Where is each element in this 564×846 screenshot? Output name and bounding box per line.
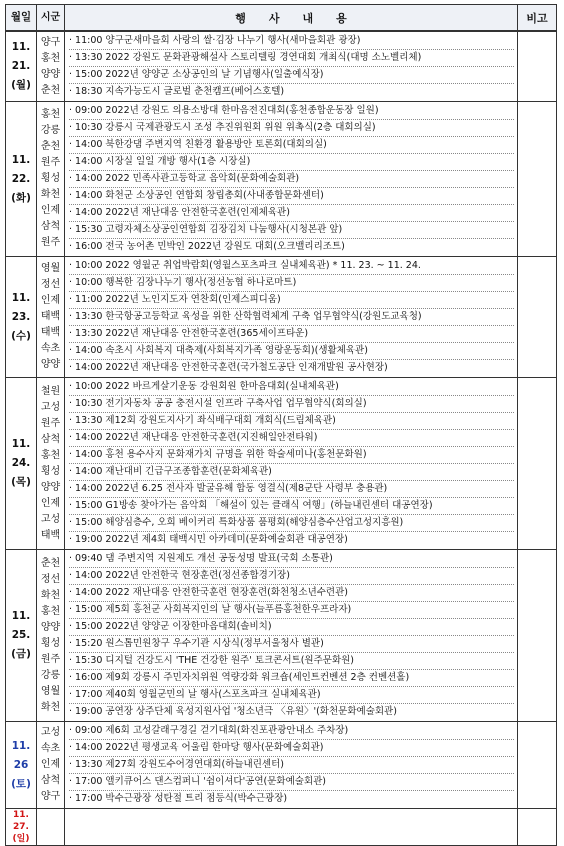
date-line: (화) [11, 191, 31, 204]
event-item: · 14:00 2022년 안전한국 현장훈련(정선종합경기장) [69, 568, 514, 585]
date-line: (목) [11, 476, 31, 488]
city-name: 고성 [40, 401, 61, 413]
day-cities [37, 31, 65, 102]
event-item: · 15:00 2022년 양양군 이장한마음대회(솔비치) [69, 619, 514, 636]
date-line: (토) [11, 777, 31, 790]
event-item: · 14:00 홍천 용수사지 문화재가치 규명을 위한 학술세미나(홍천문화원) [69, 447, 514, 464]
day-note [518, 378, 557, 550]
city-name: 원주 [40, 417, 61, 429]
header-date: 월일 [6, 5, 37, 32]
city-name: 양구 [40, 791, 61, 802]
day-date [6, 102, 37, 257]
day-cities [37, 809, 65, 846]
day-events [65, 378, 518, 550]
city-name: 태백 [40, 327, 61, 338]
event-item: · 15:00 해양심층수, 오희 베이커리 특화상품 품평회(해양심층수산업고성지흥원) [69, 515, 514, 532]
event-item: · 14:00 2022 민족사관고등학교 음악회(문화예술회관) [69, 171, 514, 188]
city-name: 화천 [40, 701, 61, 713]
header-city: 시군 [37, 5, 65, 32]
event-item: · 13:30 2022 강원도 문화관광해설사 스토리텔링 경연대회 개최식(대명 소노벨리체) [69, 50, 514, 67]
event-item: · 09:00 제6회 고성갈래구경길 걷기대회(화진포관광안내소 주차장) [69, 723, 514, 740]
event-item: · 15:00 제5회 홍천군 사회복지인의 날 행사(늘푸름홍천한우프라자) [69, 602, 514, 619]
event-item: · 10:30 강릉시 국제관광도시 조성 추진위원회 위원 위촉식(2층 대회의실) [69, 120, 514, 137]
day-events [65, 102, 518, 257]
day-events [65, 257, 518, 378]
city-name: 강릉 [40, 669, 61, 681]
city-name: 화천 [40, 589, 61, 601]
city-name: 춘천 [40, 557, 61, 569]
city-name: 삼척 [40, 433, 61, 445]
day-events [65, 809, 518, 846]
city-name: 강릉 [40, 125, 61, 136]
city-name: 삼척 [40, 775, 61, 786]
table-header-row [6, 5, 557, 32]
city-name: 춘천 [40, 141, 61, 152]
city-name: 홍천 [40, 52, 61, 64]
event-item: · 15:00 G1방송 찾아가는 음악회 「해설이 있는 클래식 여행」(하늘내린센터 대공연장) [69, 498, 514, 515]
city-name: 고성 [40, 727, 61, 738]
day-note [518, 722, 557, 809]
event-item: · 13:30 제12회 강원도지사기 좌식배구대회 개회식(드림체육관) [69, 413, 514, 430]
date-line: 26 [13, 758, 29, 771]
day-cities [37, 722, 65, 809]
day-row [6, 809, 557, 846]
day-cities [37, 550, 65, 722]
city-name: 양구 [40, 36, 61, 48]
event-item: · 15:00 2022년 양양군 소상공인의 날 기념행사(일출예식장) [69, 67, 514, 84]
event-item: · 16:00 제9회 강릉시 주민자치위원 역량강화 워크숍(세인트컨벤션 2층 컨벤션홀) [69, 670, 514, 687]
date-line: 11. [11, 739, 31, 752]
event-item: · 15:20 원스톱민원창구 우수기관 시상식(정부서울청사 별관) [69, 636, 514, 653]
day-row [6, 722, 557, 809]
event-item: · 14:00 2022년 6.25 전사자 발굴유해 합동 영결식(제8군단 사령부 충용관) [69, 481, 514, 498]
city-name: 삼척 [40, 221, 61, 232]
event-item: · 14:00 시장실 일일 개방 행사(1층 시장실) [69, 154, 514, 171]
day-row [6, 102, 557, 257]
city-name: 인제 [40, 295, 61, 306]
city-name: 횡성 [40, 465, 61, 477]
day-note [518, 809, 557, 846]
date-line: 25. [11, 629, 31, 641]
city-name: 횡성 [40, 637, 61, 649]
city-name: 홍천 [40, 449, 61, 461]
date-line: 23. [11, 310, 31, 323]
event-item: · 14:00 2022년 재난대응 안전한국훈련(인제체육관) [69, 205, 514, 222]
date-line: (월) [11, 79, 31, 91]
event-item: · 11:00 2022년 노인지도자 연찬회(인제스피디움) [69, 292, 514, 309]
city-name: 양양 [40, 621, 61, 633]
event-item: · 17:00 제40회 영월군민의 날 행사(스포츠파크 실내체육관) [69, 687, 514, 704]
event-item: · 13:30 한국항공고등학교 육성을 위한 산학협력체계 구축 업무협약식(강원도교육청) [69, 309, 514, 326]
day-events [65, 550, 518, 722]
event-item: · 10:30 전기자동차 공공 충전시설 인프라 구축사업 업무협약식(회의실) [69, 396, 514, 413]
city-name: 태백 [40, 311, 61, 322]
city-name: 화천 [40, 189, 61, 200]
city-name: 양양 [40, 68, 61, 80]
event-item: · 11:00 양구군새마을회 사랑의 쌀·김장 나누기 행사(새마을회관 광장) [69, 33, 514, 50]
event-item: · 13:30 제27회 강원도수어경연대회(하늘내린센터) [69, 757, 514, 774]
schedule-body [6, 31, 557, 846]
day-events [65, 31, 518, 102]
day-row [6, 378, 557, 550]
event-item: · 14:00 2022년 재난대응 안전한국훈련(지진해일안전타워) [69, 430, 514, 447]
city-name: 정선 [40, 573, 61, 585]
event-item: · 18:30 지속가능도시 글로벌 춘천캠프(베어스호텔) [69, 86, 285, 97]
city-name: 홍천 [40, 605, 61, 617]
day-events [65, 722, 518, 809]
event-item: · 19:00 공연장 상주단체 육성지원사업 '청소년극 〈유원〉'(화천문화예술회관) [69, 706, 397, 717]
event-item: · 14:00 북한강댐 주변지역 친환경 활용방안 토론회(대회의실) [69, 137, 514, 154]
event-item: · 09:40 댐 주변지역 지원제도 개선 공동성명 발표(국회 소통관) [69, 551, 514, 568]
day-row [6, 257, 557, 378]
day-date [6, 257, 37, 378]
date-line: 11. [11, 41, 31, 53]
event-item: · 10:00 2022 바르게살기운동 강원회원 한마음대회(실내체육관) [69, 379, 514, 396]
city-name: 양양 [40, 359, 61, 370]
city-name: 속초 [40, 343, 61, 354]
event-item: · 14:00 재난대비 긴급구조종합훈련(문화체육관) [69, 464, 514, 481]
day-row [6, 31, 557, 102]
day-cities [37, 102, 65, 257]
day-date [6, 550, 37, 722]
date-line: 11. [11, 291, 31, 304]
day-note [518, 550, 557, 722]
event-item: · 14:00 2022년 평생교육 어울림 한마당 행사(문화예술회관) [69, 740, 514, 757]
date-line: 21. [11, 60, 31, 72]
city-name: 양양 [40, 481, 61, 493]
event-item: · 17:00 박수근광장 성탄절 트리 점등식(박수근광장) [69, 793, 288, 804]
event-item: · 14:00 화천군 소상공인 연합회 창립총회(사내종합문화센터) [69, 188, 514, 205]
event-item: · 14:00 속초시 사회복지 대축제(사회복지가족 영랑운동회)(생활체육관) [69, 343, 514, 360]
city-name: 인제 [40, 205, 61, 216]
city-name: 횡성 [40, 173, 61, 184]
day-cities [37, 378, 65, 550]
day-row [6, 550, 557, 722]
day-date [6, 722, 37, 809]
city-name: 고성 [40, 513, 61, 525]
city-name: 영월 [40, 263, 61, 274]
day-cities [37, 257, 65, 378]
event-item: · 17:00 앨키큐어스 댄스컴퍼니 '쉼이셔다'공연(문화예술회관) [69, 774, 514, 791]
event-item: · 13:30 2022년 재난대응 안전한국훈련(365세이프타운) [69, 326, 514, 343]
date-line: 11. [11, 438, 31, 450]
city-name: 속초 [40, 743, 61, 754]
city-name: 인제 [40, 759, 61, 770]
header-note: 비고 [518, 5, 557, 32]
city-name: 원주 [40, 653, 61, 665]
event-item: · 15:30 고령자체소상공인연합회 김장김치 나눔행사(시청본관 앞) [69, 222, 514, 239]
date-line: 11. 27. [13, 810, 29, 832]
date-line: 22. [11, 172, 31, 185]
day-date [6, 31, 37, 102]
schedule-sheet [5, 4, 557, 846]
city-name: 춘천 [40, 84, 61, 96]
city-name: 철원 [40, 385, 61, 397]
event-item: · 19:00 2022년 제4회 태백시민 아카데미(문화예술회관 대공연장) [69, 534, 348, 545]
event-item: · 15:30 디지털 건강도시 'THE 건강한 원주' 토크콘서트(원주문화원) [69, 653, 514, 670]
day-note [518, 102, 557, 257]
city-name: 원주 [40, 237, 61, 248]
date-line: (금) [11, 648, 31, 660]
event-item: · 14:00 2022년 재난대응 안전한국훈련(국가철도공단 인재개발원 공사현장) [69, 362, 388, 373]
date-line: 11. [11, 153, 31, 166]
event-item: · 14:00 2022 재난대응 안전한국훈련 현장훈련(화천청소년수련관) [69, 585, 514, 602]
event-item: · 10:00 행복한 김장나누기 행사(정선농협 하나로마트) [69, 275, 514, 292]
city-name: 정선 [40, 279, 61, 290]
event-item: · 10:00 2022 영월군 취업박람회(영월스포츠파크 실내체육관) * 11. 23. ~ 11. 24. [69, 258, 514, 275]
event-schedule-table [5, 4, 557, 846]
header-content: 행 사 내 용 [65, 5, 518, 32]
city-name: 영월 [40, 685, 61, 697]
city-name: 인제 [40, 497, 61, 509]
day-date [6, 378, 37, 550]
date-line: 24. [11, 457, 31, 469]
day-note [518, 31, 557, 102]
city-name: 태백 [40, 529, 61, 541]
event-item: · 09:00 2022년 강원도 의용소방대 한마음전진대회(홍천종합운동장 일원) [69, 103, 514, 120]
date-line: (수) [11, 329, 31, 342]
date-line: (일) [12, 834, 30, 844]
city-name: 홍천 [40, 109, 61, 120]
date-line: 11. [11, 610, 31, 622]
day-note [518, 257, 557, 378]
event-item: · 16:00 전국 농어촌 민박인 2022년 강원도 대회(오크밸리리조트) [69, 241, 345, 252]
city-name: 원주 [40, 157, 61, 168]
day-date [6, 809, 37, 846]
